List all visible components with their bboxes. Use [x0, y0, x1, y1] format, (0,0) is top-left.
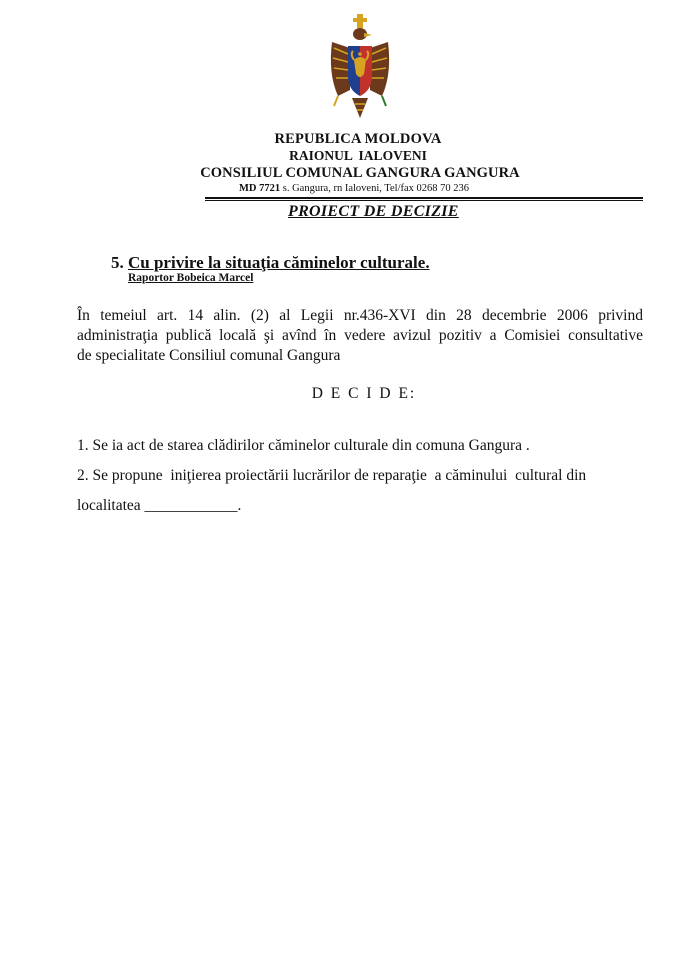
preamble-paragraph — [77, 306, 643, 366]
address-details: s. Gangura, rn Ialoveni, Tel/fax 0268 70 236 — [280, 183, 470, 194]
decision-point-2: 2. Se propune iniţierea proiectării lucrărilor de reparaţie a căminului cultural din — [77, 467, 587, 484]
preamble-line-2: administraţia publică locală şi avînd în vedere avizul pozitiv a Comisiei consultative — [77, 327, 643, 344]
decide-heading: D E C I D E: — [311, 385, 417, 402]
preamble-line-3: de specialitate Consiliul comunal Gangura — [77, 347, 341, 364]
header-country: REPUBLICA MOLDOVA — [274, 131, 442, 147]
agenda-item-title — [111, 253, 430, 273]
header-divider-thin — [205, 200, 643, 201]
header-divider-thick — [205, 197, 643, 199]
agenda-item-subject: Cu privire la situaţia căminelor culturale. — [128, 253, 430, 272]
header-address — [0, 183, 684, 194]
decision-point-1: 1. Se ia act de starea clădirilor căminelor culturale din comuna Gangura . — [77, 437, 530, 454]
coat-of-arms-icon — [324, 14, 396, 122]
address-code: MD 7721 — [238, 183, 281, 194]
decision-point-2-continuation: localitatea ____________. — [77, 497, 242, 514]
preamble-line-1: În temeiul art. 14 alin. (2) al Legii nr.436-XVI din 28 decembrie 2006 privind — [77, 307, 643, 324]
header-council: CONSILIUL COMUNAL GANGURA GANGURA — [200, 165, 520, 181]
agenda-item-number: 5. — [111, 253, 124, 272]
document-type-title: PROIECT DE DECIZIE — [288, 203, 459, 220]
rapporteur: Raportor Bobeica Marcel — [128, 272, 254, 284]
header-district: RAIONUL IALOVENI — [289, 148, 427, 163]
